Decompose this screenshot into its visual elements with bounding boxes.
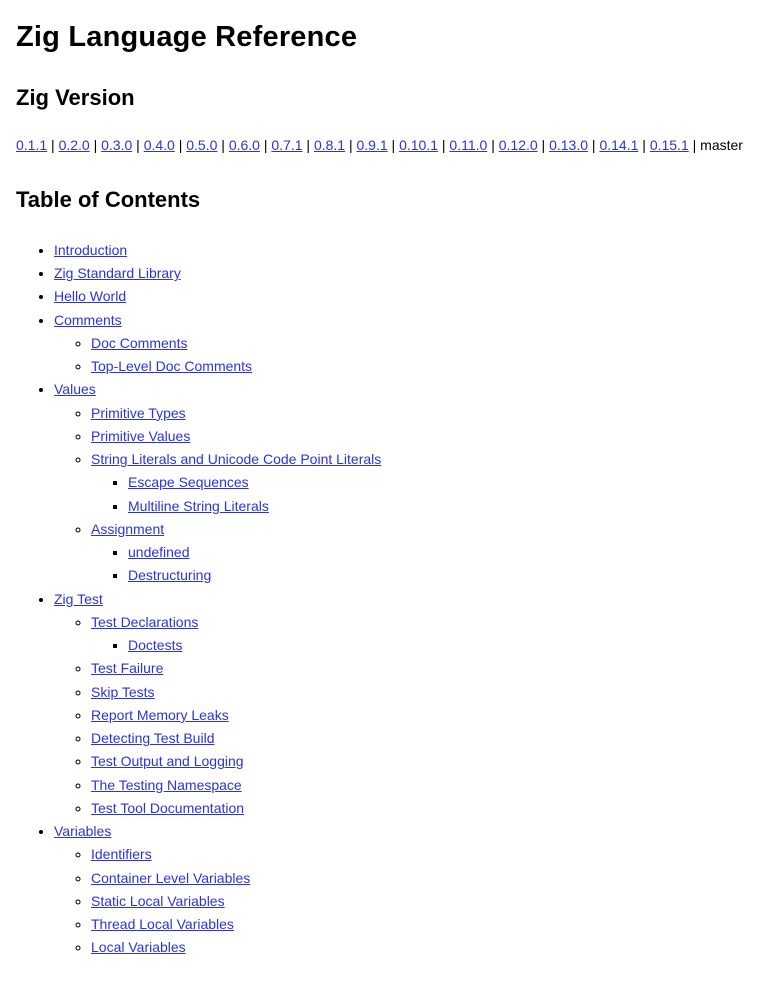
version-link-0-10-1[interactable]: 0.10.1 <box>399 136 438 153</box>
toc-item <box>54 285 752 308</box>
version-link-0-3-0[interactable]: 0.3.0 <box>101 136 133 153</box>
toc-link-top-level-doc-comments[interactable]: Top-Level Doc Comments <box>91 358 253 375</box>
version-separator: | <box>302 136 314 153</box>
toc-item <box>91 355 752 378</box>
table-of-contents <box>16 239 752 960</box>
toc-link-primitive-values[interactable]: Primitive Values <box>91 427 191 444</box>
toc-list-level-2 <box>54 843 752 959</box>
toc-item <box>54 262 752 285</box>
version-list <box>16 135 752 156</box>
toc-link-primitive-types[interactable]: Primitive Types <box>91 404 186 421</box>
toc-item <box>128 634 752 657</box>
toc-item <box>91 518 752 588</box>
toc-item <box>91 402 752 425</box>
toc-link-test-declarations[interactable]: Test Declarations <box>91 613 199 630</box>
heading-table-of-contents: Table of Contents <box>16 186 201 212</box>
toc-link-escape-sequences[interactable]: Escape Sequences <box>128 474 249 491</box>
toc-link-container-level-variables[interactable]: Container Level Variables <box>91 869 251 886</box>
version-separator: | <box>387 136 400 153</box>
toc-link-zig-standard-library[interactable]: Zig Standard Library <box>54 265 181 282</box>
version-separator: | <box>438 136 450 153</box>
toc-link-doc-comments[interactable]: Doc Comments <box>91 334 188 351</box>
toc-item <box>91 913 752 936</box>
toc-link-local-variables[interactable]: Local Variables <box>91 939 186 956</box>
toc-item <box>91 448 752 518</box>
toc-link-test-failure[interactable]: Test Failure <box>91 660 164 677</box>
toc-link-report-memory-leaks[interactable]: Report Memory Leaks <box>91 706 229 723</box>
toc-item <box>91 797 752 820</box>
toc-item <box>91 774 752 797</box>
toc-item <box>91 681 752 704</box>
toc-link-test-output-and-logging[interactable]: Test Output and Logging <box>91 753 244 770</box>
version-separator: | <box>588 136 600 153</box>
toc-link-the-testing-namespace[interactable]: The Testing Namespace <box>91 776 242 793</box>
version-link-0-15-1[interactable]: 0.15.1 <box>649 136 689 153</box>
toc-item <box>128 564 752 587</box>
toc-list-level-3 <box>91 471 752 518</box>
toc-item <box>54 239 752 262</box>
version-link-0-5-0[interactable]: 0.5.0 <box>186 136 218 153</box>
toc-link-assignment[interactable]: Assignment <box>91 520 165 537</box>
toc-item <box>91 890 752 913</box>
toc-item <box>91 750 752 773</box>
toc-link-zig-test[interactable]: Zig Test <box>54 590 103 607</box>
version-current-master: master <box>700 136 743 153</box>
version-separator: | <box>217 136 229 153</box>
version-separator: | <box>487 136 499 153</box>
version-link-0-14-1[interactable]: 0.14.1 <box>599 136 639 153</box>
version-link-0-9-1[interactable]: 0.9.1 <box>356 136 388 153</box>
toc-link-static-local-variables[interactable]: Static Local Variables <box>91 892 225 909</box>
page-title: Zig Language Reference <box>16 21 358 53</box>
version-link-0-6-0[interactable]: 0.6.0 <box>228 136 260 153</box>
toc-link-hello-world[interactable]: Hello World <box>54 288 127 305</box>
version-separator: | <box>174 136 187 153</box>
toc-item <box>54 378 752 587</box>
version-link-0-7-1[interactable]: 0.7.1 <box>271 136 303 153</box>
toc-item <box>91 843 752 866</box>
version-link-0-4-0[interactable]: 0.4.0 <box>143 136 175 153</box>
toc-item <box>54 820 752 960</box>
version-separator: | <box>345 136 357 153</box>
version-link-0-2-0[interactable]: 0.2.0 <box>58 136 90 153</box>
toc-item <box>91 704 752 727</box>
toc-item <box>91 332 752 355</box>
version-separator: | <box>638 136 650 153</box>
toc-item <box>91 657 752 680</box>
version-separator: | <box>537 136 550 153</box>
toc-link-introduction[interactable]: Introduction <box>54 241 128 258</box>
heading-zig-version: Zig Version <box>16 85 135 111</box>
version-separator: | <box>259 136 272 153</box>
toc-list-level-1 <box>16 239 752 960</box>
toc-link-comments[interactable]: Comments <box>54 311 122 328</box>
toc-link-skip-tests[interactable]: Skip Tests <box>91 683 155 700</box>
toc-item <box>128 541 752 564</box>
toc-link-values[interactable]: Values <box>54 381 96 398</box>
version-link-0-1-1[interactable]: 0.1.1 <box>16 136 48 153</box>
toc-item <box>91 727 752 750</box>
toc-item <box>54 309 752 379</box>
toc-item <box>91 611 752 658</box>
toc-item <box>91 425 752 448</box>
toc-item <box>128 495 752 518</box>
version-separator: | <box>132 136 144 153</box>
toc-link-undefined[interactable]: undefined <box>128 544 190 561</box>
version-link-0-8-1[interactable]: 0.8.1 <box>313 136 346 153</box>
version-separator: | <box>688 136 701 153</box>
toc-list-level-2 <box>54 332 752 379</box>
toc-list-level-2 <box>54 611 752 820</box>
toc-list-level-3 <box>91 634 752 657</box>
toc-link-detecting-test-build[interactable]: Detecting Test Build <box>91 730 215 747</box>
toc-item <box>91 936 752 959</box>
toc-item <box>91 867 752 890</box>
version-link-0-12-0[interactable]: 0.12.0 <box>498 136 538 153</box>
toc-list-level-3 <box>91 541 752 588</box>
toc-link-multiline-string-literals[interactable]: Multiline String Literals <box>128 497 269 514</box>
toc-link-test-tool-documentation[interactable]: Test Tool Documentation <box>91 799 245 816</box>
version-link-0-11-0[interactable]: 0.11.0 <box>449 136 488 153</box>
toc-link-string-literals-and-unicode-code-point-literals[interactable]: String Literals and Unicode Code Point Literals <box>91 451 382 468</box>
toc-link-variables[interactable]: Variables <box>54 823 112 840</box>
version-separator: | <box>47 136 59 153</box>
toc-link-destructuring[interactable]: Destructuring <box>128 567 212 584</box>
toc-link-identifiers[interactable]: Identifiers <box>91 846 152 863</box>
toc-item <box>128 471 752 494</box>
version-separator: | <box>89 136 102 153</box>
toc-item <box>54 588 752 821</box>
toc-link-thread-local-variables[interactable]: Thread Local Variables <box>91 916 234 933</box>
toc-list-level-2 <box>54 402 752 588</box>
version-link-0-13-0[interactable]: 0.13.0 <box>549 136 589 153</box>
toc-link-doctests[interactable]: Doctests <box>128 637 183 654</box>
